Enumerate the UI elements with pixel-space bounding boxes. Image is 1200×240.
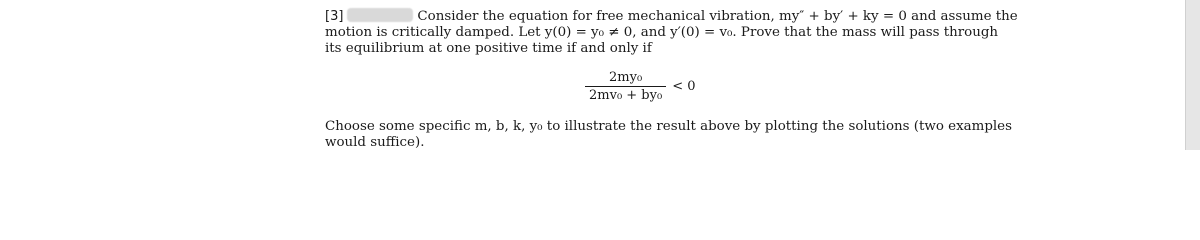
redacted-name [347, 8, 413, 22]
inequality-formula [585, 70, 696, 103]
problem-statement [325, 8, 1018, 57]
problem-line-2: motion is critically damped. Let y(0) = y₀ ≠ 0, and y′(0) = v₀. Prove that the mass will pass through [325, 25, 999, 40]
problem-text-1: Consider the equation for free mechanical vibration, my″ + by′ + ky = 0 and assume the [417, 9, 1018, 24]
problem-line-1 [325, 8, 1018, 25]
problem-line-3: its equilibrium at one positive time if and only if [325, 41, 652, 56]
followup-line-1: Choose some specific m, b, k, y₀ to illustrate the result above by plotting the solutions (two examples [325, 119, 1012, 134]
fraction [585, 70, 666, 103]
followup-paragraph [325, 119, 1012, 151]
followup-line-2: would suffice). [325, 135, 425, 150]
inequality-relation: < 0 [672, 79, 696, 94]
problem-number: [3] [325, 9, 344, 24]
vertical-scrollbar[interactable] [1185, 0, 1200, 150]
fraction-numerator: 2my₀ [609, 70, 643, 85]
fraction-denominator: 2mv₀ + by₀ [589, 88, 663, 103]
